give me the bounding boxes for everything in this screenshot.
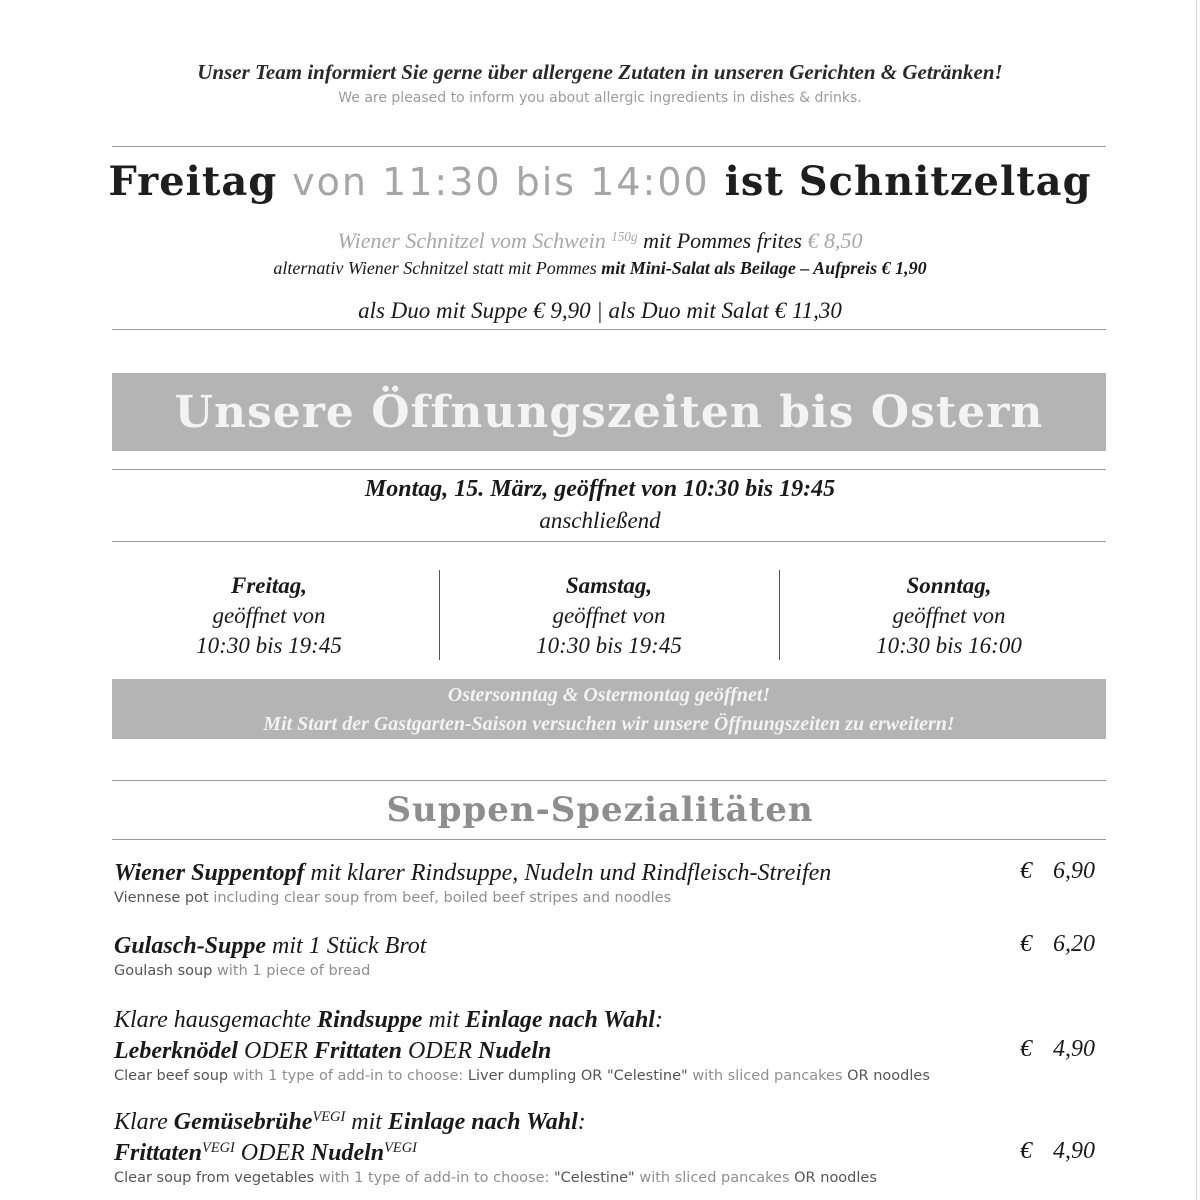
option: Nudeln <box>477 1038 552 1064</box>
text: "Celestine" <box>607 1068 688 1084</box>
item-description: mit klarer Rindsuppe, Nudeln und Rindfleisch-Streifen <box>310 860 832 886</box>
or-label: ODER <box>243 1038 308 1064</box>
item-english <box>114 1068 1104 1084</box>
easter-line-2: Mit Start der Gastgarten-Saison versuchen wir unsere Öffnungszeiten zu erweitern! <box>263 713 955 735</box>
text: with 1 type of add-in to choose: <box>318 1170 550 1186</box>
text: with sliced pancakes <box>692 1068 843 1084</box>
day-saturday <box>444 571 774 661</box>
schnitzel-weight: 150g <box>611 228 638 244</box>
schnitzel-alternative <box>0 258 1200 279</box>
day-time: 10:30 bis 19:45 <box>536 633 682 658</box>
allergy-notice-en: We are pleased to inform you about allergic ingredients in dishes & drinks. <box>338 90 862 106</box>
allergy-notice-de: Unser Team informiert Sie gerne über allergene Zutaten in unseren Gerichten & Getränken! <box>197 60 1003 84</box>
divider <box>112 469 1106 470</box>
currency-symbol: € <box>1020 931 1032 957</box>
vegi-badge: VEGI <box>312 1109 346 1126</box>
item-english-name: Goulash soup <box>114 963 213 979</box>
item-english-desc: including clear soup from beef, boiled beef stripes and noodles <box>213 890 672 906</box>
text: with 1 type of add-in to choose: <box>232 1068 464 1084</box>
item-price <box>1020 1138 1100 1165</box>
divider <box>112 329 1106 330</box>
option: Frittaten <box>114 1140 203 1166</box>
text: noodles <box>820 1170 877 1186</box>
text: Klare <box>114 1109 168 1135</box>
schnitzel-day-name: Freitag <box>108 158 278 205</box>
day-sunday <box>784 571 1114 661</box>
schnitzel-dish: Wiener Schnitzel vom Schwein <box>337 228 606 253</box>
item-name: Rindsuppe <box>317 1007 423 1033</box>
monday-hours: Montag, 15. März, geöffnet von 10:30 bis 19:45 <box>364 476 836 502</box>
opening-hours-banner: Unsere Öffnungszeiten bis Ostern <box>112 373 1106 451</box>
schnitzel-duo: als Duo mit Suppe € 9,90 | als Duo mit Salat € 11,30 <box>358 298 842 323</box>
item-title-line-1 <box>114 1107 1104 1138</box>
day-open-label: geöffnet von <box>892 603 1006 628</box>
schnitzel-alt-surcharge: mit Mini-Salat als Beilage – Aufpreis € 1,90 <box>601 258 927 278</box>
text: Klare hausgemachte <box>114 1007 312 1033</box>
item-title-line-2 <box>114 1138 1104 1169</box>
column-divider <box>779 570 780 660</box>
or-label: ODER <box>240 1140 305 1166</box>
text: mit <box>428 1007 460 1033</box>
or-label: ODER <box>408 1038 472 1064</box>
menu-item <box>114 858 1104 906</box>
item-english <box>114 963 1104 979</box>
text: mit <box>351 1109 382 1135</box>
schnitzel-suffix: ist Schnitzeltag <box>724 158 1092 205</box>
text: OR <box>794 1170 816 1186</box>
schnitzel-alt-text: alternativ Wiener Schnitzel statt mit Pommes <box>273 258 597 278</box>
item-name: Gemüsebrühe <box>173 1109 313 1135</box>
currency-symbol: € <box>1020 858 1032 884</box>
text: : <box>577 1109 586 1135</box>
price-value: 4,90 <box>1053 1138 1095 1164</box>
item-english-name: Viennese pot <box>114 890 209 906</box>
item-description: mit 1 Stück Brot <box>272 933 427 959</box>
item-english <box>114 1170 1104 1186</box>
item-title-line-1 <box>114 1005 1104 1036</box>
item-title <box>114 931 1104 962</box>
item-price <box>1020 1036 1100 1063</box>
schnitzel-price: € 8,50 <box>807 228 863 253</box>
divider <box>112 839 1106 840</box>
column-divider <box>439 570 440 660</box>
item-price <box>1020 931 1100 958</box>
easter-line-1: Ostersonntag & Ostermontag geöffnet! <box>447 684 771 706</box>
day-time: 10:30 bis 19:45 <box>196 633 342 658</box>
divider <box>112 146 1106 147</box>
day-time: 10:30 bis 16:00 <box>876 633 1022 658</box>
menu-item <box>114 931 1104 979</box>
day-friday <box>104 571 434 661</box>
day-name: Samstag, <box>565 573 653 598</box>
option: Nudeln <box>310 1140 385 1166</box>
text: with sliced pancakes <box>639 1170 790 1186</box>
currency-symbol: € <box>1020 1036 1032 1062</box>
day-open-label: geöffnet von <box>212 603 326 628</box>
vegi-badge: VEGI <box>384 1140 417 1157</box>
schnitzel-offer <box>0 228 1200 254</box>
item-english-desc: with 1 piece of bread <box>217 963 371 979</box>
choice-label: Einlage nach Wahl <box>387 1109 578 1135</box>
text: Clear beef soup <box>114 1068 229 1084</box>
item-name: Wiener Suppentopf <box>114 860 305 886</box>
day-name: Sonntag, <box>906 573 992 598</box>
schnitzel-side: mit Pommes frites <box>643 228 802 253</box>
schnitzel-day-title <box>0 158 1200 205</box>
option: Frittaten <box>313 1038 402 1064</box>
item-price <box>1020 858 1100 885</box>
afterwards-label: anschließend <box>539 508 661 533</box>
option: Leberknödel <box>114 1038 238 1064</box>
text: "Celestine" <box>554 1170 635 1186</box>
text: noodles <box>873 1068 930 1084</box>
price-value: 4,90 <box>1053 1036 1095 1062</box>
vegi-badge: VEGI <box>202 1140 235 1157</box>
text: Liver dumpling <box>467 1068 577 1084</box>
day-name: Freitag, <box>230 573 308 598</box>
text: OR <box>847 1068 869 1084</box>
schnitzel-time: von 11:30 bis 14:00 <box>292 160 710 204</box>
text: OR <box>580 1068 603 1084</box>
item-name: Gulasch-Suppe <box>114 933 267 959</box>
price-value: 6,90 <box>1053 858 1095 884</box>
divider <box>112 541 1106 542</box>
item-title-line-2 <box>114 1036 1104 1067</box>
text: : <box>654 1007 663 1033</box>
choice-label: Einlage nach Wahl <box>465 1007 655 1033</box>
item-english <box>114 890 1104 906</box>
price-value: 6,20 <box>1053 931 1095 957</box>
day-open-label: geöffnet von <box>552 603 666 628</box>
currency-symbol: € <box>1020 1138 1032 1164</box>
text: Clear soup from vegetables <box>114 1170 315 1186</box>
divider <box>112 780 1106 781</box>
easter-banner <box>112 679 1106 739</box>
menu-item <box>114 1107 1104 1186</box>
item-title <box>114 858 1104 889</box>
menu-item <box>114 1005 1104 1084</box>
soup-section-heading: Suppen-Spezialitäten <box>386 790 814 830</box>
